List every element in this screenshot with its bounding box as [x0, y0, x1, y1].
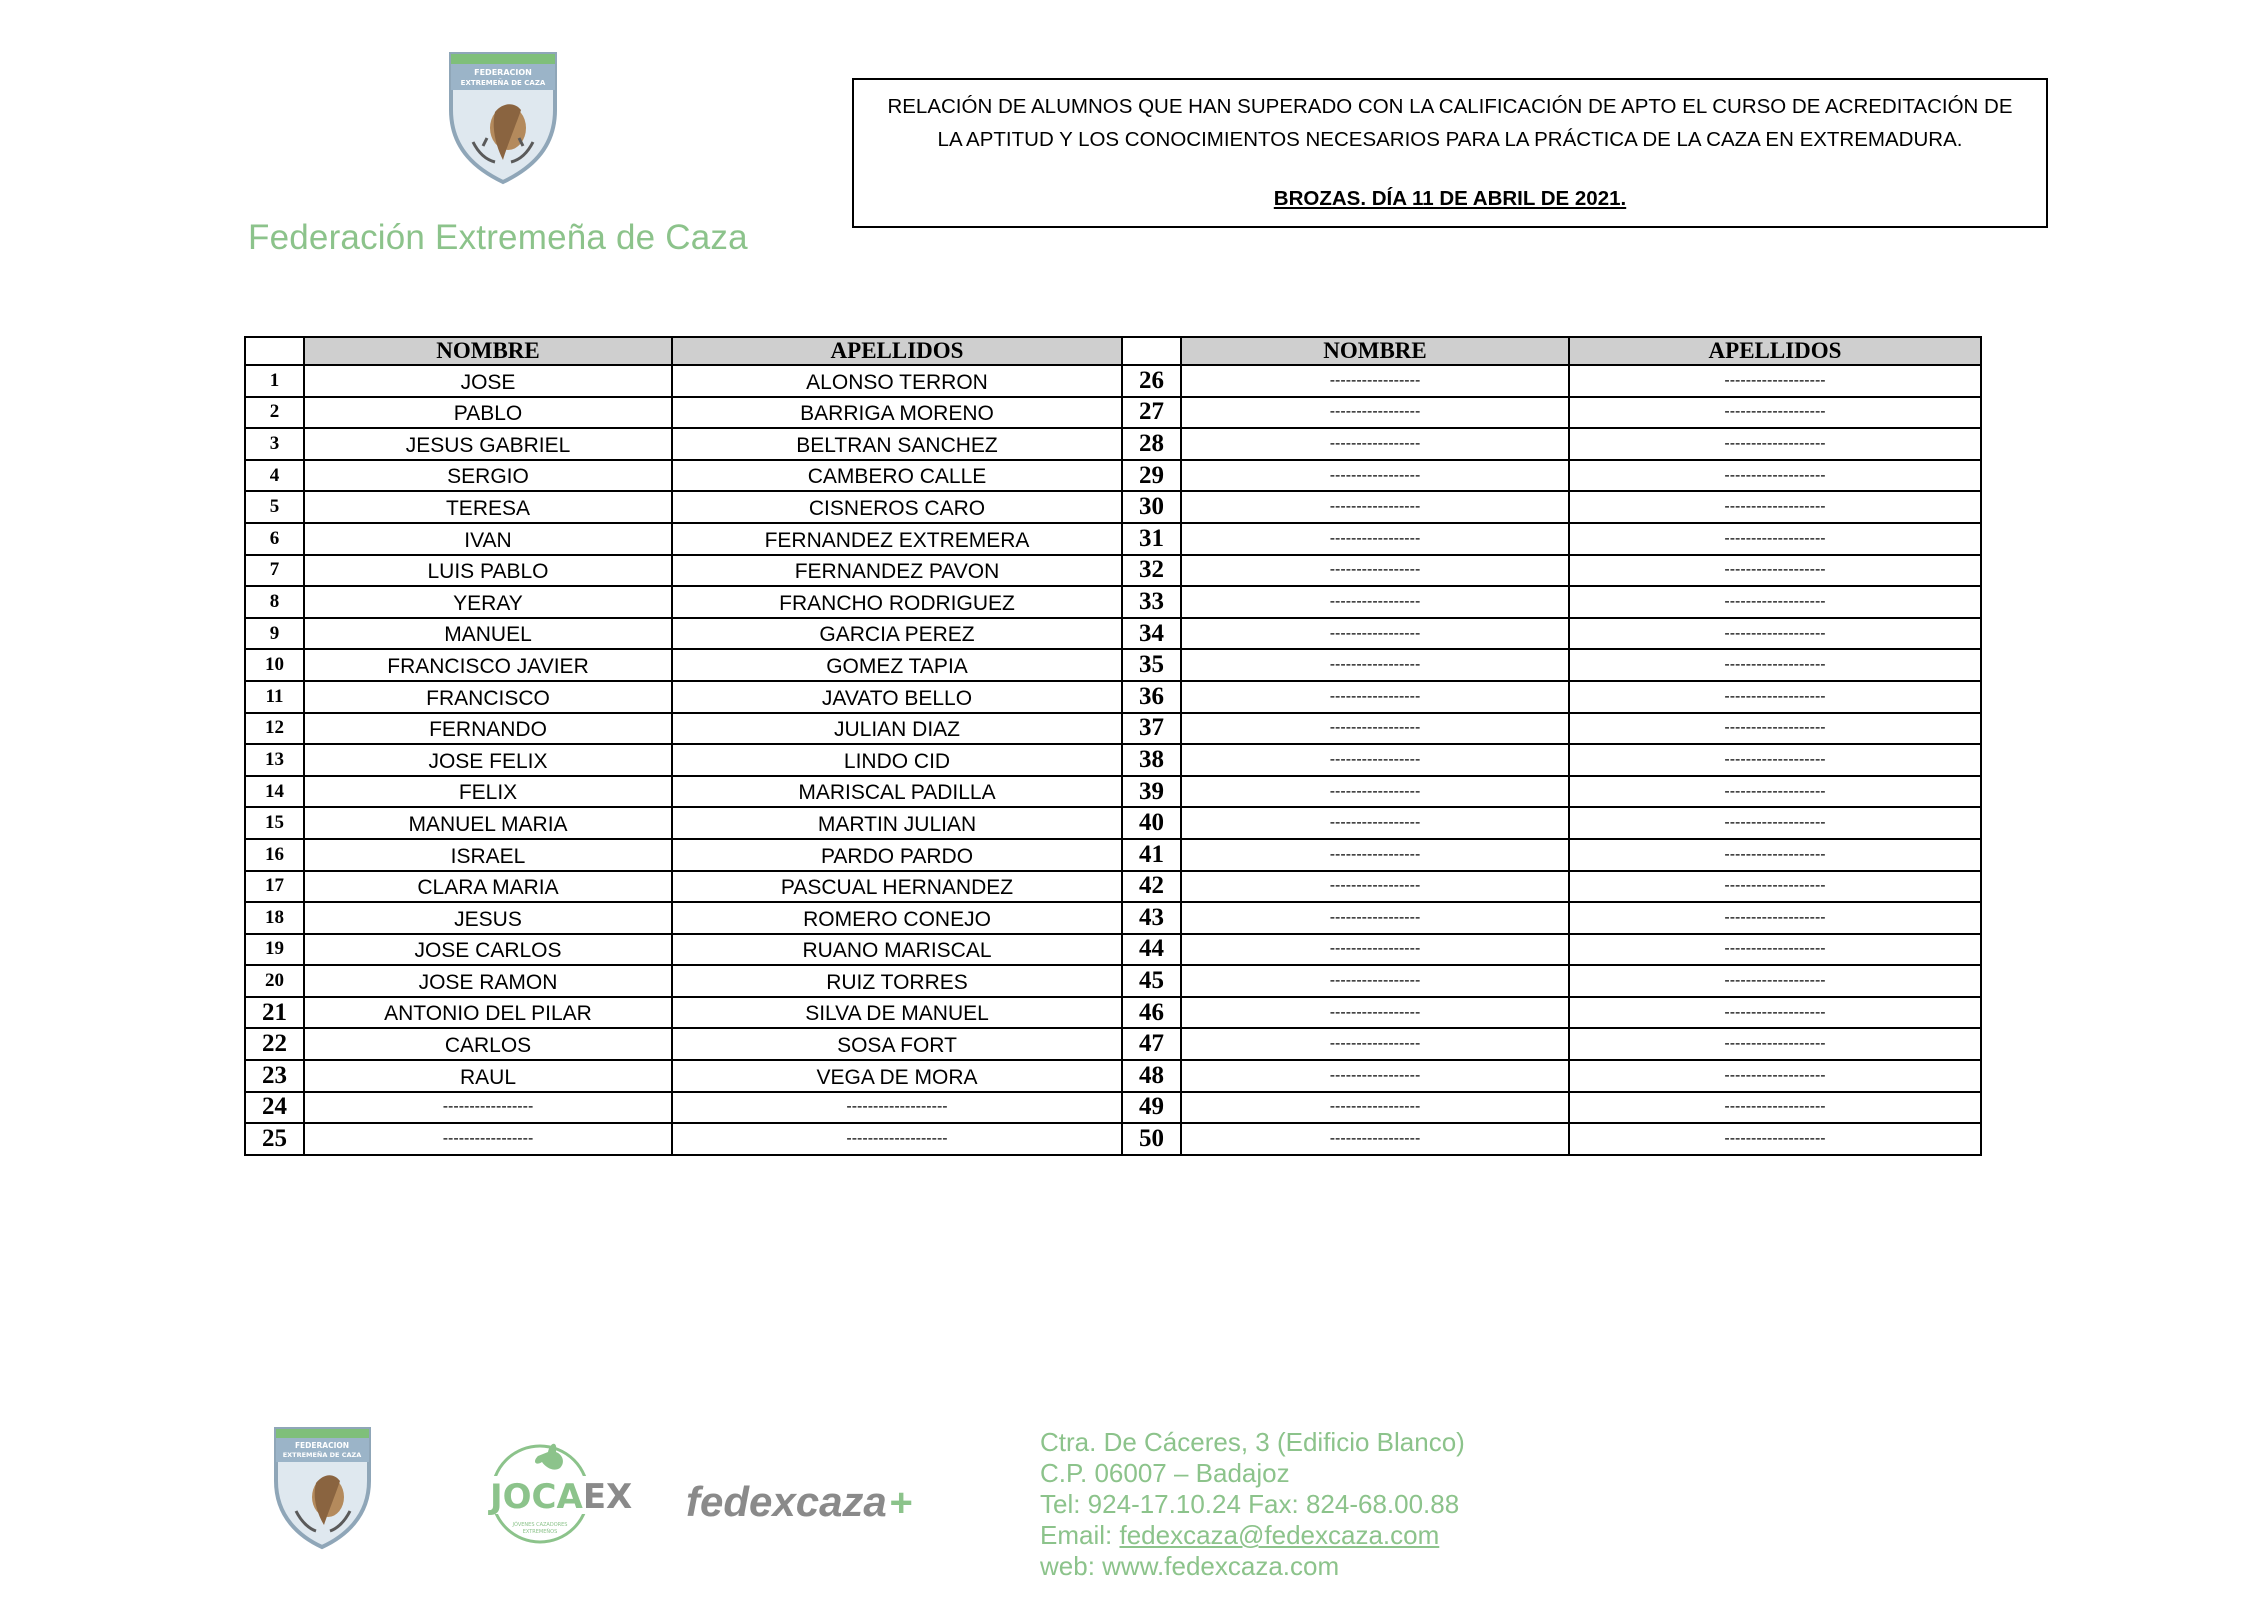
nombre-cell-left: YERAY [304, 586, 672, 618]
jocaex-logo [462, 1432, 633, 1550]
contact-email-label: Email: [1040, 1520, 1120, 1550]
table-row [245, 744, 1981, 776]
apellidos-cell-right: ------------------- [1569, 365, 1981, 397]
nombre-cell-left: FERNANDO [304, 713, 672, 745]
contact-block [1040, 1427, 1465, 1582]
jocaex-logo-text: JOCAEX [490, 1477, 633, 1517]
nombre-cell-right: ----------------- [1181, 681, 1569, 713]
row-number-left: 6 [245, 523, 304, 555]
row-number-left: 15 [245, 807, 304, 839]
header-nombre-right: NOMBRE [1181, 337, 1569, 365]
federation-crest-icon [443, 50, 563, 185]
svg-text:FEDERACION: FEDERACION [474, 68, 532, 77]
row-number-left: 8 [245, 586, 304, 618]
apellidos-cell-right: ------------------- [1569, 839, 1981, 871]
nombre-cell-right: ----------------- [1181, 1123, 1569, 1155]
nombre-cell-right: ----------------- [1181, 997, 1569, 1029]
row-number-right: 37 [1122, 713, 1181, 745]
row-number-right: 50 [1122, 1123, 1181, 1155]
nombre-cell-right: ----------------- [1181, 902, 1569, 934]
apellidos-cell-right: ------------------- [1569, 871, 1981, 903]
table-row [245, 997, 1981, 1029]
nombre-cell-right: ----------------- [1181, 965, 1569, 997]
apellidos-cell-right: ------------------- [1569, 523, 1981, 555]
apellidos-cell-left: JAVATO BELLO [672, 681, 1122, 713]
table-row [245, 902, 1981, 934]
nombre-cell-left: JOSE CARLOS [304, 934, 672, 966]
apellidos-cell-right: ------------------- [1569, 618, 1981, 650]
row-number-left: 22 [245, 1028, 304, 1060]
nombre-cell-left: JESUS GABRIEL [304, 428, 672, 460]
table-row [245, 618, 1981, 650]
row-number-left: 11 [245, 681, 304, 713]
apellidos-cell-right: ------------------- [1569, 807, 1981, 839]
nombre-cell-left: FRANCISCO [304, 681, 672, 713]
nombre-cell-left: LUIS PABLO [304, 555, 672, 587]
apellidos-cell-left: FRANCHO RODRIGUEZ [672, 586, 1122, 618]
nombre-cell-right: ----------------- [1181, 491, 1569, 523]
row-number-right: 40 [1122, 807, 1181, 839]
table-row [245, 871, 1981, 903]
nombre-cell-right: ----------------- [1181, 365, 1569, 397]
apellidos-cell-left: ROMERO CONEJO [672, 902, 1122, 934]
nombre-cell-left: MANUEL MARIA [304, 807, 672, 839]
apellidos-cell-left: BELTRAN SANCHEZ [672, 428, 1122, 460]
row-number-left: 20 [245, 965, 304, 997]
nombre-cell-left: SERGIO [304, 460, 672, 492]
row-number-left: 7 [245, 555, 304, 587]
fedexcaza-logo [686, 1478, 912, 1526]
row-number-left: 4 [245, 460, 304, 492]
nombre-cell-left: JOSE [304, 365, 672, 397]
row-number-left: 18 [245, 902, 304, 934]
nombre-cell-left: JESUS [304, 902, 672, 934]
svg-text:EXTREMEÑOS: EXTREMEÑOS [522, 1529, 558, 1535]
apellidos-cell-left: GARCIA PEREZ [672, 618, 1122, 650]
apellidos-cell-left: CAMBERO CALLE [672, 460, 1122, 492]
row-number-right: 49 [1122, 1092, 1181, 1124]
org-name: Federación Extremeña de Caza [248, 218, 748, 257]
apellidos-cell-right: ------------------- [1569, 1123, 1981, 1155]
svg-text:JÓVENES CAZADORES: JÓVENES CAZADORES [512, 1522, 568, 1528]
contact-address: Ctra. De Cáceres, 3 (Edificio Blanco) [1040, 1427, 1465, 1457]
table-row [245, 1123, 1981, 1155]
svg-text:EXTREMEÑA DE CAZA: EXTREMEÑA DE CAZA [460, 79, 546, 87]
apellidos-cell-left: VEGA DE MORA [672, 1060, 1122, 1092]
table-row [245, 586, 1981, 618]
apellidos-cell-right: ------------------- [1569, 965, 1981, 997]
nombre-cell-right: ----------------- [1181, 555, 1569, 587]
row-number-right: 35 [1122, 649, 1181, 681]
table-row [245, 713, 1981, 745]
apellidos-cell-left: SILVA DE MANUEL [672, 997, 1122, 1029]
title-line-2: LA APTITUD Y LOS CONOCIMIENTOS NECESARIOS PARA LA PRÁCTICA DE LA CAZA EN EXTREMADURA. [937, 128, 1963, 151]
row-number-right: 31 [1122, 523, 1181, 555]
apellidos-cell-right: ------------------- [1569, 555, 1981, 587]
nombre-cell-left: ----------------- [304, 1092, 672, 1124]
nombre-cell-left: MANUEL [304, 618, 672, 650]
nombre-cell-right: ----------------- [1181, 1060, 1569, 1092]
apellidos-cell-right: ------------------- [1569, 934, 1981, 966]
header-blank-right [1122, 337, 1181, 365]
apellidos-cell-left: MARISCAL PADILLA [672, 776, 1122, 808]
nombre-cell-right: ----------------- [1181, 1092, 1569, 1124]
nombre-cell-left: RAUL [304, 1060, 672, 1092]
contact-email-link[interactable]: fedexcaza@fedexcaza.com [1119, 1520, 1440, 1550]
row-number-left: 21 [245, 997, 304, 1029]
table-row [245, 934, 1981, 966]
nombre-cell-right: ----------------- [1181, 523, 1569, 555]
table-row [245, 523, 1981, 555]
apellidos-cell-left: CISNEROS CARO [672, 491, 1122, 523]
fedexcaza-plus-icon: + [888, 1481, 913, 1525]
apellidos-cell-right: ------------------- [1569, 460, 1981, 492]
table-row [245, 649, 1981, 681]
apellidos-cell-right: ------------------- [1569, 586, 1981, 618]
row-number-left: 25 [245, 1123, 304, 1155]
apellidos-cell-right: ------------------- [1569, 397, 1981, 429]
document-title-box [852, 78, 2048, 228]
row-number-left: 5 [245, 491, 304, 523]
row-number-left: 3 [245, 428, 304, 460]
fedexcaza-logo-text: fedexcaza [686, 1478, 887, 1525]
title-line-1: RELACIÓN DE ALUMNOS QUE HAN SUPERADO CON LA CALIFICACIÓN DE APTO EL CURSO DE ACREDITACIÓN DE [887, 95, 2013, 118]
row-number-right: 43 [1122, 902, 1181, 934]
nombre-cell-right: ----------------- [1181, 649, 1569, 681]
table-row [245, 807, 1981, 839]
nombre-cell-right: ----------------- [1181, 744, 1569, 776]
table-row [245, 1028, 1981, 1060]
apellidos-cell-left: RUANO MARISCAL [672, 934, 1122, 966]
apellidos-cell-right: ------------------- [1569, 776, 1981, 808]
table-row [245, 397, 1981, 429]
table-row [245, 365, 1981, 397]
nombre-cell-left: JOSE RAMON [304, 965, 672, 997]
apellidos-cell-right: ------------------- [1569, 997, 1981, 1029]
nombre-cell-right: ----------------- [1181, 713, 1569, 745]
apellidos-cell-right: ------------------- [1569, 649, 1981, 681]
row-number-left: 17 [245, 871, 304, 903]
nombre-cell-right: ----------------- [1181, 428, 1569, 460]
table-row [245, 1060, 1981, 1092]
nombre-cell-left: ----------------- [304, 1123, 672, 1155]
apellidos-cell-left: ------------------- [672, 1092, 1122, 1124]
apellidos-cell-left: LINDO CID [672, 744, 1122, 776]
row-number-left: 14 [245, 776, 304, 808]
row-number-right: 41 [1122, 839, 1181, 871]
row-number-left: 19 [245, 934, 304, 966]
contact-phone: Tel: 924-17.10.24 Fax: 824-68.00.88 [1040, 1489, 1460, 1519]
table-body [245, 365, 1981, 1155]
apellidos-cell-left: BARRIGA MORENO [672, 397, 1122, 429]
row-number-left: 24 [245, 1092, 304, 1124]
header-apellidos-right: APELLIDOS [1569, 337, 1981, 365]
row-number-right: 38 [1122, 744, 1181, 776]
contact-email-line [1040, 1520, 1465, 1551]
row-number-left: 2 [245, 397, 304, 429]
apellidos-cell-right: ------------------- [1569, 902, 1981, 934]
nombre-cell-right: ----------------- [1181, 397, 1569, 429]
apellidos-cell-left: ALONSO TERRON [672, 365, 1122, 397]
apellidos-cell-left: PARDO PARDO [672, 839, 1122, 871]
nombre-cell-left: ANTONIO DEL PILAR [304, 997, 672, 1029]
students-table [244, 336, 1982, 1156]
svg-text:EXTREMEÑA DE CAZA: EXTREMEÑA DE CAZA [282, 1451, 362, 1459]
nombre-cell-right: ----------------- [1181, 618, 1569, 650]
row-number-right: 48 [1122, 1060, 1181, 1092]
apellidos-cell-left: PASCUAL HERNANDEZ [672, 871, 1122, 903]
table-row [245, 965, 1981, 997]
nombre-cell-left: TERESA [304, 491, 672, 523]
row-number-left: 9 [245, 618, 304, 650]
title-date: BROZAS. DÍA 11 DE ABRIL DE 2021. [1273, 187, 1627, 210]
nombre-cell-right: ----------------- [1181, 586, 1569, 618]
row-number-right: 32 [1122, 555, 1181, 587]
row-number-left: 16 [245, 839, 304, 871]
row-number-right: 26 [1122, 365, 1181, 397]
row-number-left: 1 [245, 365, 304, 397]
nombre-cell-left: JOSE FELIX [304, 744, 672, 776]
table-row [245, 839, 1981, 871]
apellidos-cell-left: MARTIN JULIAN [672, 807, 1122, 839]
table-row [245, 460, 1981, 492]
row-number-right: 29 [1122, 460, 1181, 492]
table-header-row [245, 337, 1981, 365]
header-apellidos-left: APELLIDOS [672, 337, 1122, 365]
apellidos-cell-right: ------------------- [1569, 491, 1981, 523]
row-number-right: 30 [1122, 491, 1181, 523]
row-number-right: 36 [1122, 681, 1181, 713]
row-number-right: 45 [1122, 965, 1181, 997]
nombre-cell-right: ----------------- [1181, 934, 1569, 966]
row-number-left: 10 [245, 649, 304, 681]
apellidos-cell-left: FERNANDEZ PAVON [672, 555, 1122, 587]
apellidos-cell-right: ------------------- [1569, 744, 1981, 776]
apellidos-cell-left: ------------------- [672, 1123, 1122, 1155]
apellidos-cell-left: JULIAN DIAZ [672, 713, 1122, 745]
apellidos-cell-right: ------------------- [1569, 1092, 1981, 1124]
table-row [245, 491, 1981, 523]
contact-web[interactable]: web: www.fedexcaza.com [1040, 1551, 1340, 1581]
nombre-cell-left: ISRAEL [304, 839, 672, 871]
nombre-cell-right: ----------------- [1181, 839, 1569, 871]
apellidos-cell-right: ------------------- [1569, 1060, 1981, 1092]
header-blank-left [245, 337, 304, 365]
nombre-cell-left: PABLO [304, 397, 672, 429]
nombre-cell-right: ----------------- [1181, 807, 1569, 839]
table-row [245, 681, 1981, 713]
nombre-cell-right: ----------------- [1181, 776, 1569, 808]
svg-text:FEDERACION: FEDERACION [294, 1441, 350, 1450]
apellidos-cell-left: RUIZ TORRES [672, 965, 1122, 997]
row-number-right: 46 [1122, 997, 1181, 1029]
contact-postal: C.P. 06007 – Badajoz [1040, 1458, 1290, 1488]
row-number-right: 44 [1122, 934, 1181, 966]
row-number-right: 47 [1122, 1028, 1181, 1060]
apellidos-cell-right: ------------------- [1569, 428, 1981, 460]
row-number-right: 39 [1122, 776, 1181, 808]
row-number-left: 13 [245, 744, 304, 776]
nombre-cell-left: CLARA MARIA [304, 871, 672, 903]
table-row [245, 555, 1981, 587]
apellidos-cell-right: ------------------- [1569, 713, 1981, 745]
nombre-cell-right: ----------------- [1181, 1028, 1569, 1060]
nombre-cell-left: IVAN [304, 523, 672, 555]
nombre-cell-right: ----------------- [1181, 871, 1569, 903]
header-nombre-left: NOMBRE [304, 337, 672, 365]
table-row [245, 428, 1981, 460]
apellidos-cell-right: ------------------- [1569, 681, 1981, 713]
table-row [245, 776, 1981, 808]
nombre-cell-left: CARLOS [304, 1028, 672, 1060]
row-number-right: 34 [1122, 618, 1181, 650]
row-number-right: 27 [1122, 397, 1181, 429]
row-number-left: 12 [245, 713, 304, 745]
row-number-right: 28 [1122, 428, 1181, 460]
apellidos-cell-left: FERNANDEZ EXTREMERA [672, 523, 1122, 555]
row-number-right: 42 [1122, 871, 1181, 903]
apellidos-cell-right: ------------------- [1569, 1028, 1981, 1060]
apellidos-cell-left: GOMEZ TAPIA [672, 649, 1122, 681]
row-number-left: 23 [245, 1060, 304, 1092]
apellidos-cell-left: SOSA FORT [672, 1028, 1122, 1060]
nombre-cell-left: FRANCISCO JAVIER [304, 649, 672, 681]
table-row [245, 1092, 1981, 1124]
row-number-right: 33 [1122, 586, 1181, 618]
federation-crest-footer-icon [270, 1425, 375, 1550]
nombre-cell-right: ----------------- [1181, 460, 1569, 492]
nombre-cell-left: FELIX [304, 776, 672, 808]
